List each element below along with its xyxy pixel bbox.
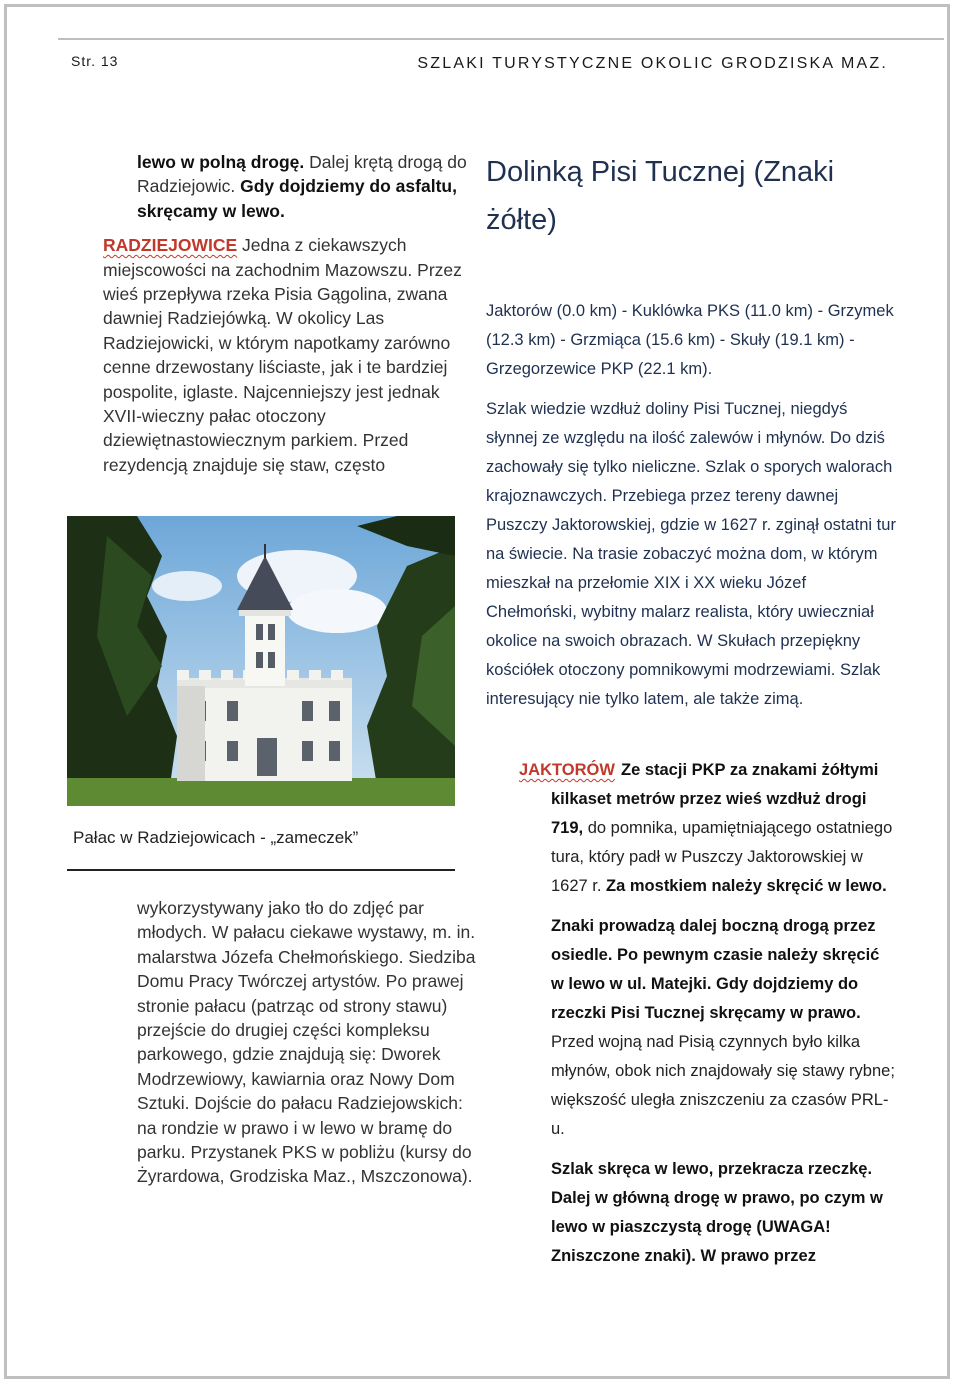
bold-run: Szlak skręca w lewo, przekracza rzeczkę. Dalej w główną drogę w prawo, po czym w lewo w piaszczystą drogę (UWAGA! Zniszczone znaki). W prawo przez	[551, 1160, 883, 1265]
bold-run: Znaki prowadzą dalej boczną drogą przez osiedle. Po pewnym czasie należy skręcić w lewo w ul. Matejki. Gdy dojdziemy do rzeczki Pisi Tucznej skręcamy w prawo.	[551, 917, 880, 1022]
photo-caption: Pałac w Radziejowicach - „zameczek”	[73, 828, 359, 847]
text-run: Dalej krętą drogą do Radziejowic.	[137, 152, 467, 197]
paragraph-route-continuation	[137, 150, 477, 223]
paragraph-crossing	[551, 1155, 896, 1271]
bold-run: lewo w polną drogę.	[137, 152, 305, 172]
page-number: Str. 13	[71, 53, 119, 69]
section-heading: Dolinką Pisi Tucznej (Znaki żółte)	[486, 156, 835, 236]
text-run: Przed wojną nad Pisią czynnych było kilka młynów, obok nich znajdowały się stawy rybne; większość uległa zniszczeniu za czasów PRL-u.	[551, 1033, 895, 1138]
paragraph-radziejowice	[103, 233, 477, 477]
bold-run: Za mostkiem należy skręcić w lewo.	[606, 877, 887, 895]
paragraph-intro: Szlak wiedzie wzdłuż doliny Pisi Tucznej, niegdyś słynnej ze względu na ilość zalewów i młynów. Do dziś zachowały się tylko nieliczne. Szlak o sporych walorach krajoznawczych. Przebiega przez tereny dawnej Puszczy Jaktorowskiej, gdzie w 1627 r. zginął ostatni tur na świecie. Na trasie zobaczyć można dom, w którym mieszkał na przełomie XIX i XX wieku Józef Chełmoński, wybitny malarz realista, który uwieczniał okolice na swoich obrazach. W Skułach przepiękny kościółek otoczony pomnikowymi modrzewiami. Szlak interesujący nie tylko latem, ale także zimą.	[486, 400, 896, 708]
running-title: SZLAKI TURYSTYCZNE OKOLIC GRODZISKA MAZ.	[417, 55, 888, 72]
trail-intro	[486, 395, 896, 714]
paragraph-palace-details: wykorzystywany jako tło do zdjęć par młodych. W pałacu ciekawe wystawy, m. in. malarstwa Józefa Chełmońskiego. Siedziba Domu Pracy Twórczej artystów. Po prawej stronie pałacu (patrząc od strony stawu) przejście do drugiej części kompleksu parkowego, gdzie znajdują się: Dworek Modrzewiowy, kawiarnia oraz Nowy Dom Sztuki. Dojście do pałacu Radziejowskich: na rondzie w prawo i w lewo w bramę do parku. Przystanek PKS w pobliżu (kursy do Żyrardowa, Grodziska Maz., Mszczonowa).	[137, 898, 476, 1187]
caption-rule	[67, 869, 455, 871]
header-rule	[58, 38, 944, 40]
text-run: Jedna z ciekawszych miejscowości na zachodnim Mazowszu. Przez wieś przepływa rzeka Pisia Gągolina, zwana dawniej Radziejówką. W okolicy Las Radziejowicki, w którym napotkamy zarówno cenne drzewostany liściaste, jak i te bardziej pospolite, iglaste. Najcenniejszy jest jednak XVII-wieczny pałac otoczony dziewiętnastowiecznym parkiem. Przed rezydencją znajduje się staw, często	[103, 235, 462, 475]
bold-run: Ze stacji PKP za znakami żółtymi kilkaset metrów przez wieś wzdłuż drogi 719,	[551, 761, 879, 837]
place-name-radziejowice: RADZIEJOWICE	[103, 235, 238, 256]
paragraph-jaktorow	[551, 756, 896, 901]
palace-photo	[67, 516, 455, 806]
bold-run: Gdy dojdziemy do asfaltu, skręcamy w lewo.	[137, 176, 457, 221]
paragraph-osiedle	[551, 912, 896, 1144]
paragraph-route: Jaktorów (0.0 km) - Kuklówka PKS (11.0 km) - Grzymek (12.3 km) - Grzmiąca (15.6 km) - Skuły (19.1 km) - Grzegorzewice PKP (22.1 km).	[486, 302, 894, 378]
left-column-bottom	[137, 896, 477, 1189]
text-run: do pomnika, upamiętniającego ostatniego tura, który padł w Puszczy Jaktorowskiej w 1627 r.	[551, 819, 893, 895]
section-jaktorow	[551, 756, 896, 1271]
left-column-top	[103, 150, 477, 477]
place-name-jaktorow: JAKTORÓW	[519, 761, 615, 779]
route-stages	[486, 297, 896, 384]
